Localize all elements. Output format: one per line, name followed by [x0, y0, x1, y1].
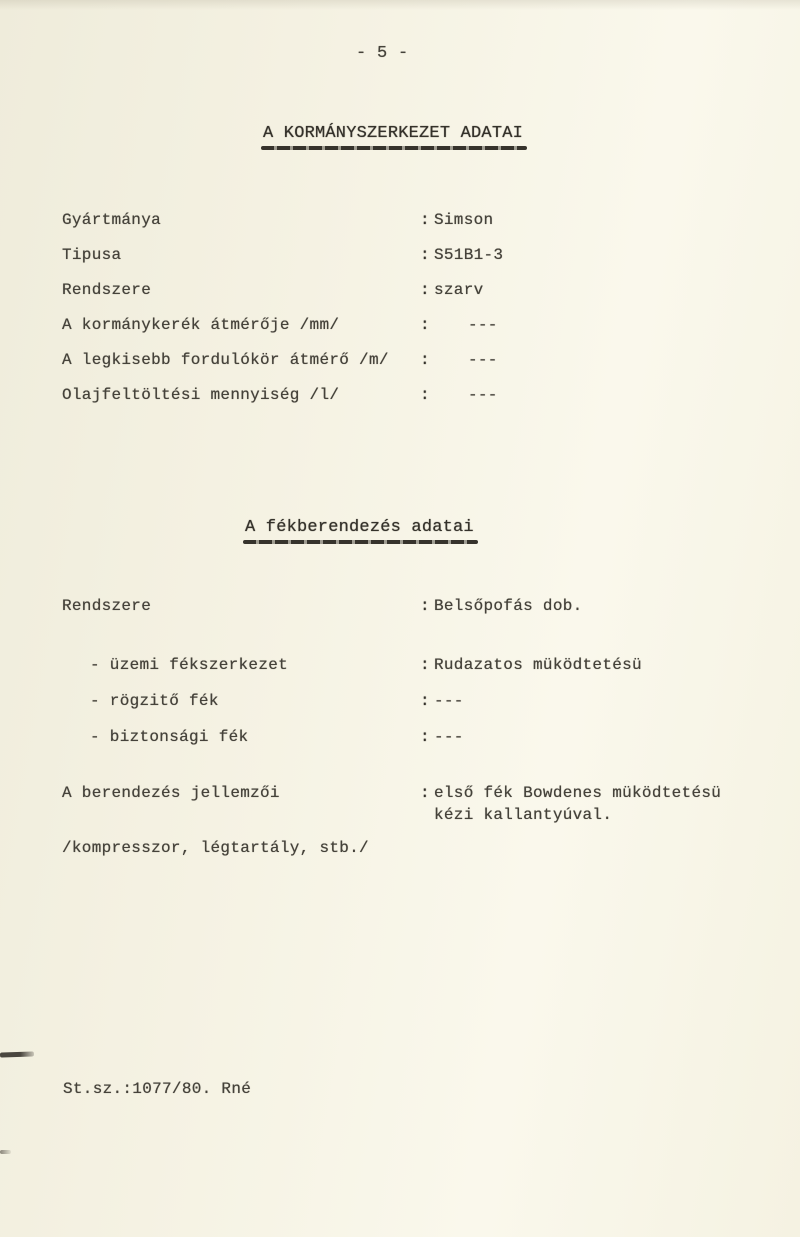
row-value: --- [468, 351, 498, 369]
colon-separator: : [420, 784, 430, 802]
colon-separator: : [420, 211, 430, 229]
table-row [62, 350, 752, 371]
table-row [62, 280, 752, 301]
row-label: Rendszere [62, 281, 152, 299]
table-row [62, 245, 752, 266]
row-label: A legkisebb fordulókör átmérő /m/ [62, 351, 389, 369]
characteristics-sublabel: /kompresszor, légtartály, stb./ [62, 839, 369, 857]
row-label: A kormánykerék átmérője /mm/ [62, 316, 340, 334]
row-value: szarv [434, 281, 484, 299]
equipment-characteristics-block [62, 782, 752, 859]
table-row [62, 385, 752, 406]
table-row [62, 655, 752, 676]
colon-separator: : [420, 656, 430, 674]
colon-separator: : [420, 692, 430, 710]
row-value: --- [434, 692, 464, 710]
characteristics-label: A berendezés jellemzői [62, 784, 280, 802]
characteristics-value [434, 782, 721, 826]
row-value: S51B1-3 [434, 246, 504, 264]
table-row [62, 210, 752, 231]
page-number: - 5 - [356, 44, 409, 63]
row-value: --- [468, 316, 498, 334]
row-value: --- [434, 728, 464, 746]
document-reference-number: St.sz.:1077/80. Rné [63, 1080, 252, 1098]
table-row [62, 596, 752, 617]
colon-separator: : [420, 597, 430, 615]
row-value: Belsőpofás dob. [434, 597, 583, 615]
section-title-steering: A KORMÁNYSZERKEZET ADATAI [263, 124, 523, 150]
row-value: --- [468, 386, 498, 404]
colon-separator: : [420, 246, 430, 264]
scan-edge-mark [0, 1051, 34, 1057]
row-label: - üzemi fékszerkezet [90, 656, 289, 674]
row-value: Simson [434, 211, 494, 229]
table-row [62, 691, 752, 712]
colon-separator: : [420, 281, 430, 299]
row-label: - rögzitő fék [90, 692, 219, 710]
row-label: - biztonsági fék [90, 728, 249, 746]
scan-edge-mark [0, 1150, 11, 1154]
characteristics-value-line: első fék Bowdenes müködtetésü [434, 784, 722, 802]
row-label: Olajfeltöltési mennyiség /l/ [62, 386, 340, 404]
colon-separator: : [420, 316, 430, 334]
brake-data-table [62, 596, 752, 763]
characteristics-labels [62, 782, 420, 859]
colon-separator: : [420, 728, 430, 746]
row-label: Gyártmánya [62, 211, 162, 229]
row-label: Rendszere [62, 597, 152, 615]
row-value: Rudazatos müködtetésü [434, 656, 642, 674]
section-title-brakes: A fékberendezés adatai [245, 518, 474, 544]
table-row [62, 727, 752, 748]
row-label: Tipusa [62, 246, 122, 264]
table-row [62, 315, 752, 336]
colon-separator: : [420, 351, 430, 369]
colon-separator: : [420, 386, 430, 404]
steering-data-table [62, 210, 752, 420]
characteristics-value-line: kézi kallantyúval. [434, 806, 613, 824]
